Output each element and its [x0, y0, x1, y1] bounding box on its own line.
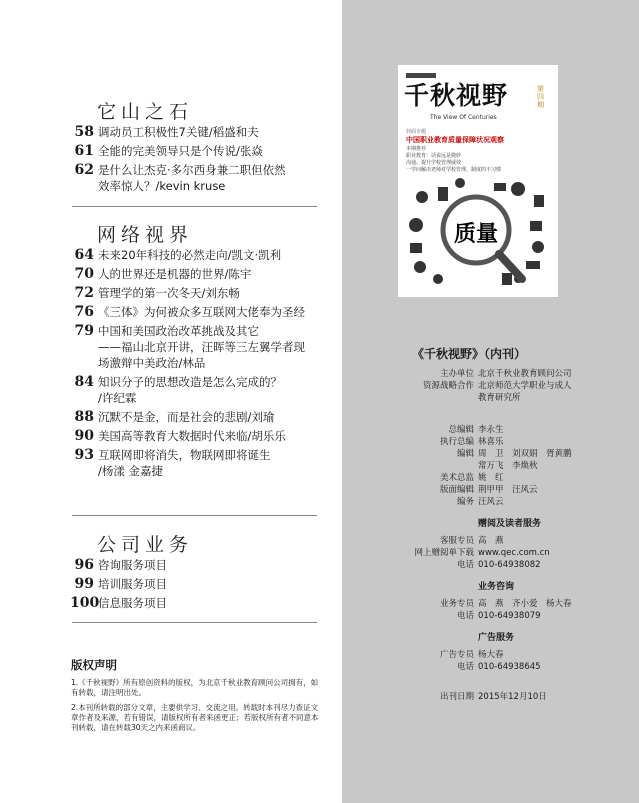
service-row: 客服专员 高 燕	[439, 536, 504, 546]
service-row: 电话 010-64938645	[456, 662, 541, 672]
section-divider	[72, 206, 317, 207]
copyright-title: 版权声明	[71, 658, 117, 672]
cover-illustration	[398, 65, 558, 297]
toc-entry[interactable]: 99 培训服务项目	[74, 576, 167, 592]
toc-entry[interactable]: 58 调动员工积极性7关键/稻盛和夫	[74, 124, 259, 140]
section-title-company: 公司业务	[97, 534, 194, 556]
section-title-network: 网络视界	[97, 224, 194, 246]
toc-entry[interactable]: 64 未来20年科技的必然走向/凯文·凯利	[74, 247, 282, 263]
toc-entry[interactable]: 61 全能的完美领导只是个传说/张焱	[74, 143, 263, 159]
cover-sub2: 职业教育：话说远是微妙	[406, 153, 462, 159]
cover-center-word: 质量	[454, 221, 499, 247]
cover-sub4: 一学问解决老师对学校管理、制度的不习惯	[406, 167, 502, 173]
copyright-paragraph: 1.《千秋视野》所有原创资料的版权，为北京千秋业教育顾问公司拥有，如有转载，请注明出处。	[71, 678, 319, 697]
magazine-cover	[398, 65, 558, 297]
masthead-title: 《千秋视野》（内刊）	[412, 347, 527, 361]
cover-focus-label: 封面专题	[406, 129, 427, 135]
gift-service-heading: 赠阅及读者服务	[478, 519, 542, 529]
cover-sub3: 沟通、提升学校管理威效	[406, 160, 462, 166]
staff-row: 编辑 周 卫 刘双娟 胥黄鹏	[456, 449, 572, 459]
toc-entry[interactable]: 96 咨询服务项目	[74, 557, 167, 573]
toc-entry[interactable]: 93 互联网即将消失，物联网即将诞生 /杨漾 金嘉捷	[74, 447, 271, 478]
toc-entry[interactable]: 90 美国高等教育大数据时代来临/胡乐乐	[74, 428, 286, 444]
cover-sub1: 本期推荐	[406, 146, 427, 152]
service-row: 电话 010-64938079	[456, 611, 541, 621]
toc-entry[interactable]: 70 人的世界还是机器的世界/陈宇	[74, 266, 252, 282]
toc-section-network	[70, 247, 332, 482]
staff-row: 美术总监 姚 红	[439, 473, 504, 483]
staff-row: 版面编辑 荆甲甲 汪风云	[439, 485, 538, 495]
cover-headline: 中国职业教育质量保障状况观察	[406, 136, 504, 144]
staff-row: 执行总编 林喜乐	[439, 437, 504, 447]
toc-entry[interactable]: 76 《三体》为何被众多互联网大佬奉为圣经	[74, 304, 305, 320]
service-row: 网上赠阅单下载 www.qec.com.cn	[412, 547, 622, 559]
section-divider	[72, 622, 317, 623]
copyright-notice	[71, 657, 321, 738]
staff-row: 编务 汪风云	[456, 497, 504, 507]
service-row: 业务专员 高 燕 齐小爱 杨大春	[439, 599, 572, 609]
service-row: 广告专员 杨大春	[439, 650, 504, 660]
toc-entry[interactable]: 84 知识分子的思想改造是怎么完成的？ /许纪霖	[74, 374, 282, 405]
masthead	[412, 345, 622, 703]
copyright-paragraph: 2.本刊所转载的部分文章，主要供学习、交流之用。转载时本刊尽力查证文章作者及来源，若有错误，请版权所有者来函更正；若版权所有者不同意本刊转载，请在转载30天之内来函商议。	[71, 703, 319, 732]
publish-date-row: 出刊日期 2015年12月10日	[439, 692, 547, 702]
masthead-row: 教育研究所	[478, 393, 521, 403]
cover-issue: 第四期	[537, 85, 544, 109]
website-link[interactable]: www.qec.com.cn	[478, 548, 550, 558]
staff-row: 常万飞 李焕秋	[478, 461, 538, 471]
toc-section-tashan	[70, 124, 332, 197]
ad-heading: 广告服务	[478, 633, 515, 643]
toc-entry[interactable]: 62 是什么让杰克·多尔西身兼二职但依然 效率惊人？/kevin kruse	[74, 162, 286, 193]
masthead-row: 资源战略合作 北京师范大学职业与成人	[422, 381, 572, 391]
cover-title: 千秋视野	[404, 81, 509, 110]
toc-entry[interactable]: 72 管理学的第一次冬天/刘东畅	[74, 285, 240, 301]
service-row: 电话 010-64938082	[456, 560, 541, 570]
consult-heading: 业务咨询	[478, 582, 515, 592]
cover-english: The View Of Centuries	[430, 114, 497, 121]
toc-section-company	[70, 557, 332, 614]
section-divider	[72, 515, 317, 516]
toc-entry[interactable]: 88 沉默不是金，而是社会的悲剧/刘瑜	[74, 409, 275, 425]
section-title-tashan: 它山之石	[97, 101, 194, 123]
masthead-row: 主办单位 北京千秋业教育顾问公司	[439, 369, 572, 379]
toc-entry[interactable]: 79 中国和美国政治改革挑战及其它 ——福山北京开讲，汪晖等三左翼学者现 场激辩中美政治/林品	[74, 323, 305, 370]
staff-row: 总编辑 李永生	[448, 425, 504, 435]
toc-entry[interactable]: 100 信息服务项目	[70, 595, 167, 611]
